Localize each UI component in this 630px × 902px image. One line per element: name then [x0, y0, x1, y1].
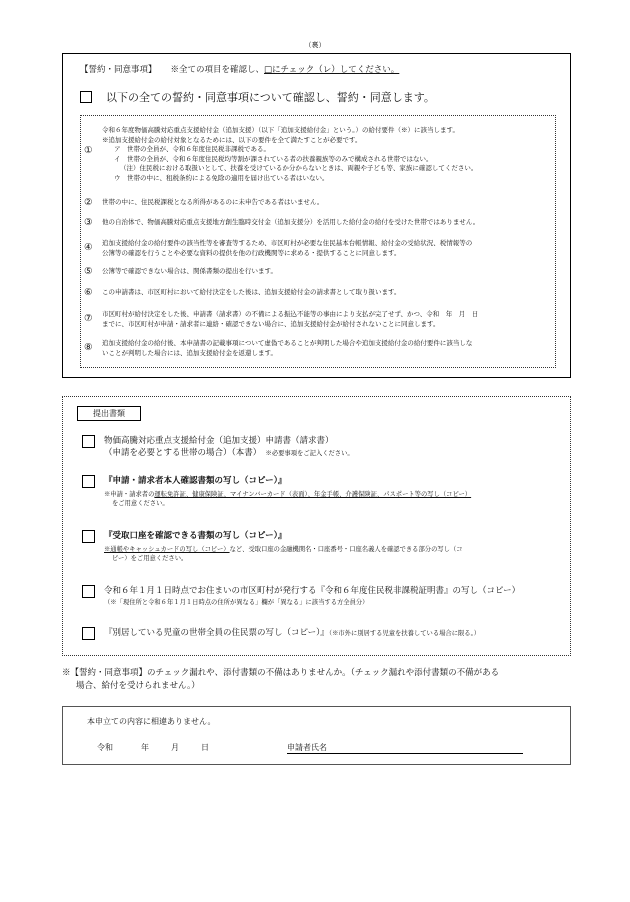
oath-item-text: 令和６年度物価高騰対応重点支援給付金（追加支援）（以下「追加支援給付金」という。）の給付要件（※）に該当します。: [102, 126, 459, 134]
doc-application-checkbox[interactable]: [82, 435, 95, 448]
oath-item-sub: （注）住民税における取扱いとして、扶養を受けているか分からないときは、両親や子ども等、家族に確認してください。: [120, 164, 478, 172]
warning-line1: ※【誓約・同意事項】のチェック漏れや、添付書類の不備はありませんか。（チェック漏れや添付書類の不備がある: [62, 668, 500, 678]
oath-item-8: [84, 339, 554, 358]
date-day-label: 日: [201, 743, 209, 752]
signature-date: [97, 742, 209, 753]
date-year-label: 年: [141, 743, 149, 752]
doc-id-note-underlined: 運転免許証、健康保険証、マイナンバーカード（表面）、年金手帳、介護保険証、パスポート等の写し（コピー）: [154, 491, 472, 498]
doc-id-copy: [82, 475, 562, 508]
doc-id-note-pre: ※申請・請求者の: [104, 491, 155, 498]
oath-item-sub: イ 世帯の全員が、令和６年度住民税均等割が課されている者の扶養親族等のみで構成される世帯ではない。: [114, 154, 433, 163]
oath-item-text: 世帯の中に、住民税課税となる所得があるのに未申告である者はいません。: [102, 198, 324, 206]
doc-application-note: ※必要事項をご記入ください。: [265, 450, 354, 457]
doc-account-note-underlined: ※通帳やキャッシュカードの写し（コピー）: [104, 546, 230, 553]
page-marker: （裏）: [304, 41, 326, 49]
oath-agree-label: 以下の全ての誓約・同意事項について確認し、誓約・同意します。: [106, 91, 435, 104]
oath-heading: [80, 63, 399, 75]
oath-item-text: いことが判明した場合には、追加支援給付金を返還します。: [102, 348, 277, 357]
applicant-name-field[interactable]: [287, 753, 523, 754]
doc-tax-checkbox[interactable]: [82, 585, 95, 598]
doc-account-checkbox[interactable]: [82, 530, 95, 543]
oath-item-2: [84, 198, 554, 208]
oath-item-text: 公簿等の確認を行うことや必要な資料の提供を他の行政機関等に求める・提供することに同意します。: [102, 248, 401, 257]
oath-item-text: この申請書は、市区町村において給付決定をした後は、追加支援給付金の請求書として取り扱います。: [102, 288, 401, 296]
applicant-name-label: 申請者氏名: [287, 743, 327, 752]
signature-statement: 本申立ての内容に相違ありません。: [87, 717, 216, 726]
oath-agree-row[interactable]: [80, 89, 435, 105]
oath-heading-label: 【誓約・同意事項】: [80, 65, 157, 75]
doc-account-copy: [82, 530, 562, 563]
doc-id-note-line2: をご用意ください。: [112, 500, 169, 507]
documents-label: 提出書類: [77, 406, 141, 421]
doc-account-note-line2: ピー）をご用意ください。: [112, 555, 188, 562]
oath-instruction-pre: ※全ての項目を確認し、: [170, 65, 265, 75]
doc-application-sub: （申請を必要とする世帯の場合）（本書）: [104, 448, 258, 458]
doc-id-title: 『申請・請求者本人確認書類の写し（コピー）』: [104, 476, 287, 486]
oath-item-5: [84, 267, 554, 277]
oath-item-number: ①: [84, 145, 93, 156]
doc-tax-certificate: [82, 585, 562, 607]
oath-item-sub: ア 世帯の全員が、令和６年度住民税非課税である。: [114, 145, 270, 153]
doc-resident-record: [82, 627, 562, 640]
date-era: 令和: [97, 743, 113, 752]
oath-item-7: [84, 310, 554, 329]
oath-item-3: [84, 218, 554, 228]
doc-tax-title: 令和６年１月１日時点でお住まいの市区町村が発行する『令和６年度住民税非課税証明書』の写し（コピー）: [104, 586, 521, 596]
signature-section: [62, 706, 571, 765]
oath-item-number: ③: [84, 217, 93, 228]
doc-account-note-rest: など、受取口座の金融機関名・口座番号・口座名義人を確認できる部分の写し（コ: [229, 546, 463, 553]
doc-resident-note: （※市外に別居する児童を扶養している場合に限る。）: [328, 630, 481, 637]
oath-item-text: 追加支援給付金の給付要件の該当性等を審査等するため、市区町村が必要な住民基本台帳情報、給付金の受給状況、税情報等の: [102, 239, 473, 247]
oath-instruction-underlined: □にチェック（レ）してください。: [264, 65, 400, 75]
oath-item-text: 他の自治体で、物価高騰対応重点支援地方創生臨時交付金（追加支援分）を活用した給付金の給付を受けた世帯ではありません。: [102, 218, 480, 226]
doc-application-form: [82, 435, 562, 460]
oath-item-4: [84, 239, 554, 258]
doc-application-title: 物価高騰対応重点支援給付金（追加支援）申請書（請求書）: [104, 436, 334, 446]
oath-item-text: 追加支援給付金の給付後、本申請書の記載事項について虚偽であることが判明した場合や追加支援給付金の給付要件に該当しな: [102, 339, 473, 347]
oath-item-number: ④: [84, 242, 93, 253]
oath-item-number: ⑦: [84, 313, 93, 324]
oath-item-text: ※追加支援給付金の給付対象となるためには、以下の要件を全て満たすことが必要です。: [102, 135, 362, 144]
oath-item-text: 公簿等で確認できない場合は、関係書類の提出を行います。: [102, 267, 277, 275]
oath-item-number: ⑤: [84, 266, 93, 277]
doc-account-title: 『受取口座を確認できる書類の写し（コピー）』: [104, 531, 287, 541]
oath-item-text: 市区町村が給付決定をした後、申請書（請求書）の不備による振込不能等の事由により支払が完了せず、かつ、令和 年 月 日: [102, 310, 479, 318]
oath-instruction: [171, 65, 400, 75]
doc-resident-title: 『別居している児童の世帯全員の住民票の写し（コピー）』: [104, 628, 329, 638]
warning-note: [62, 667, 577, 693]
doc-id-checkbox[interactable]: [82, 475, 95, 488]
oath-item-1: [84, 126, 554, 183]
oath-item-number: ②: [84, 197, 93, 208]
warning-line2: 場合、給付を受けられません。）: [76, 681, 200, 691]
oath-item-6: [84, 288, 554, 298]
oath-item-sub: ウ 世帯の中に、租税条約による免除の適用を届け出ている者はいない。: [114, 173, 329, 182]
oath-agree-checkbox[interactable]: [80, 91, 92, 103]
oath-item-number: ⑧: [84, 342, 93, 353]
oath-item-number: ⑥: [84, 287, 93, 298]
doc-tax-note: （※「現住所と令和６年１月１日時点の住所が異なる」欄が「異なる」に該当する方全員分）: [104, 599, 369, 606]
oath-item-text: までに、市区町村が申請・請求者に連絡・確認できない場合に、追加支援給付金が給付されないことに同意します。: [102, 319, 440, 328]
date-month-label: 月: [171, 743, 179, 752]
doc-resident-checkbox[interactable]: [82, 627, 95, 640]
